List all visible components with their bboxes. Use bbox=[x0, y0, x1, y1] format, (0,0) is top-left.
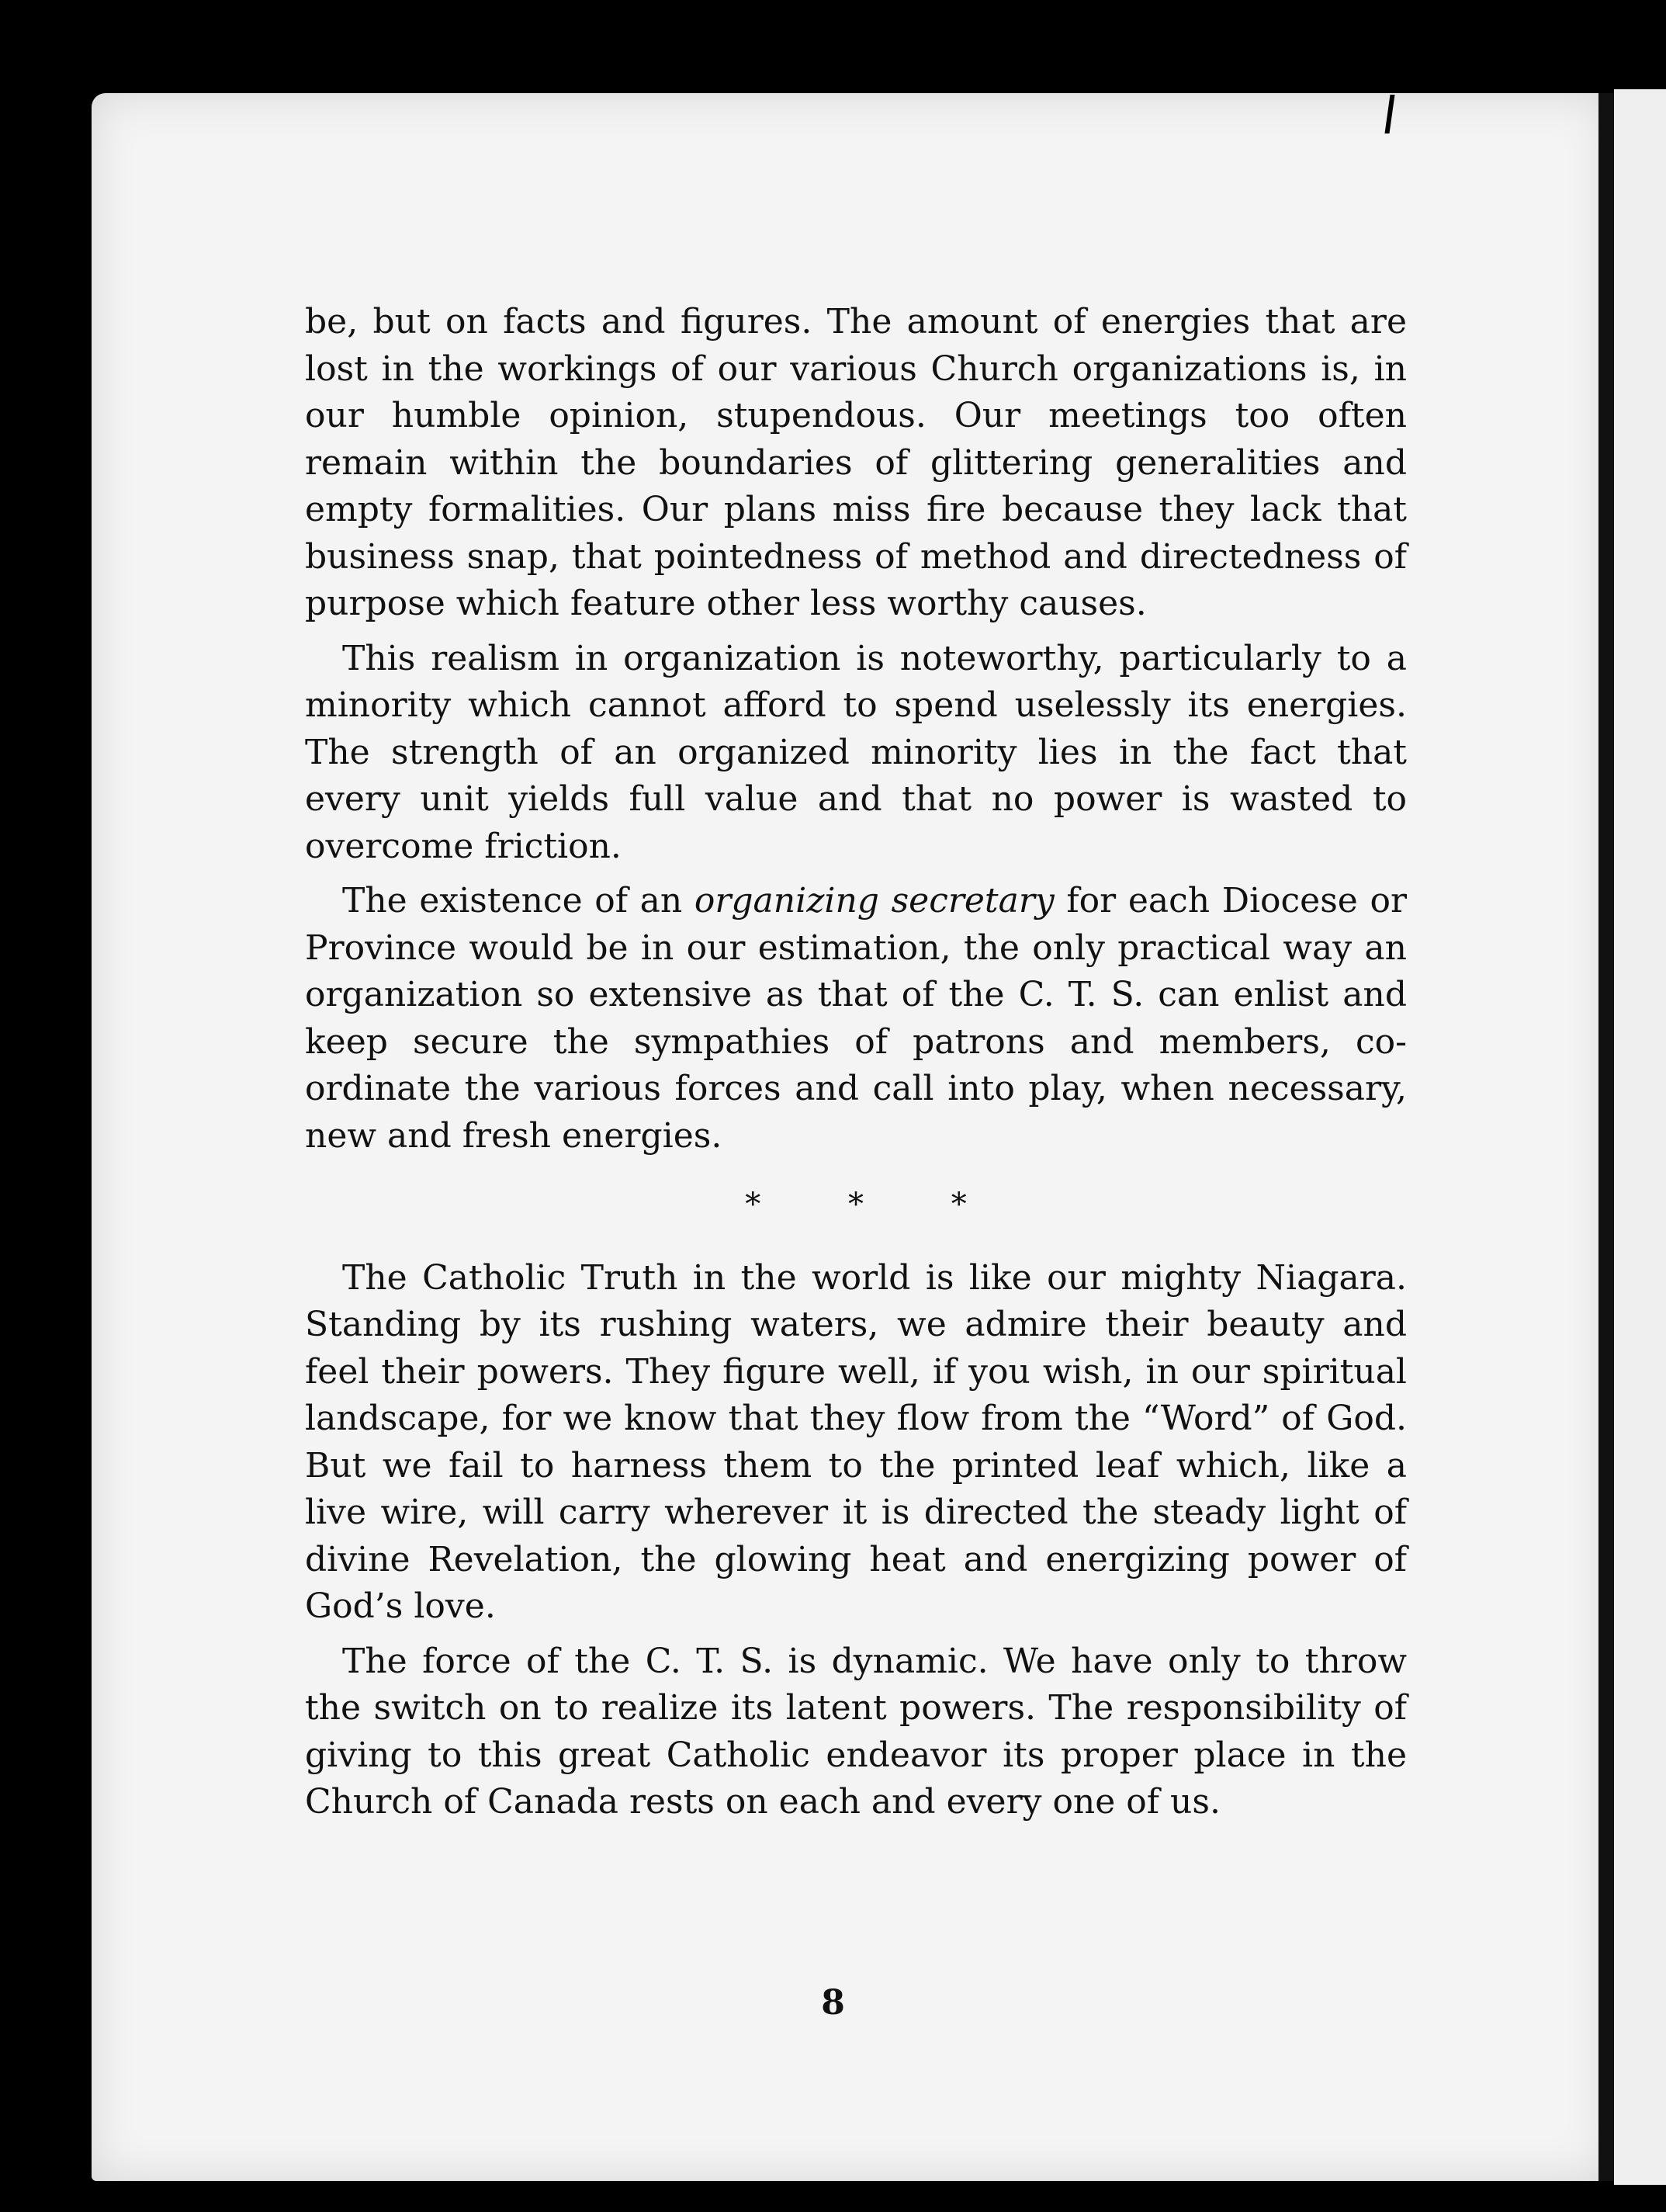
paragraph-4: The Catholic Truth in the world is like our mighty Niagara. Standing by its rushing waters, we admire their beauty and feel their powers. They figure well, if you wish, in our spiritual landscape, for we know that they flow from the “Word” of God. But we fail to harness them to the printed leaf which, like a live wire, will carry wherever it is directed the steady light of divine Revelation, the glowing heat and energizing power of God’s love. bbox=[305, 1257, 1407, 1626]
next-page-edge bbox=[1614, 89, 1666, 2185]
body-text bbox=[305, 299, 1407, 1826]
paragraph-1: be, but on facts and figures. The amount of energies that are lost in the workings of our various Church organizations is, in our humble opinion, stupendous. Our meetings too often remain within the boundaries of glittering generalities and empty formalities. Our plans miss fire because they lack that business snap, that pointedness of method and directedness of purpose which feature other less worthy causes. bbox=[305, 302, 1407, 623]
section-separator: * * * bbox=[745, 1187, 1006, 1222]
paragraph-3-start: The existence of an bbox=[342, 881, 694, 921]
paragraph-3 bbox=[305, 878, 1407, 1160]
italic-phrase: organizing secretary bbox=[694, 881, 1055, 921]
paragraph-5: The force of the C. T. S. is dynamic. We have only to throw the switch on to realize its latent powers. The responsibility of giving to this great Catholic endeavor its proper place in the Church of Canada rests on each and every one of us. bbox=[305, 1641, 1407, 1822]
paragraph-2: This realism in organization is noteworthy, particularly to a minority which cannot afford to spend uselessly its energies. The strength of an organized minority lies in the fact that every unit yields full value and that no power is wasted to overcome friction. bbox=[305, 638, 1407, 866]
paragraph-3-end: for each Diocese or Province would be in our estimation, the only practical way an organization so extensive as that of the C. T. S. can enlist and keep secure the sympathies of patrons and members, co-ordinate the various forces and call into play, when necessary, new and fresh energies. bbox=[305, 881, 1408, 1156]
page-gutter-shadow bbox=[1598, 93, 1616, 2181]
page-number: 8 bbox=[821, 1983, 845, 2023]
